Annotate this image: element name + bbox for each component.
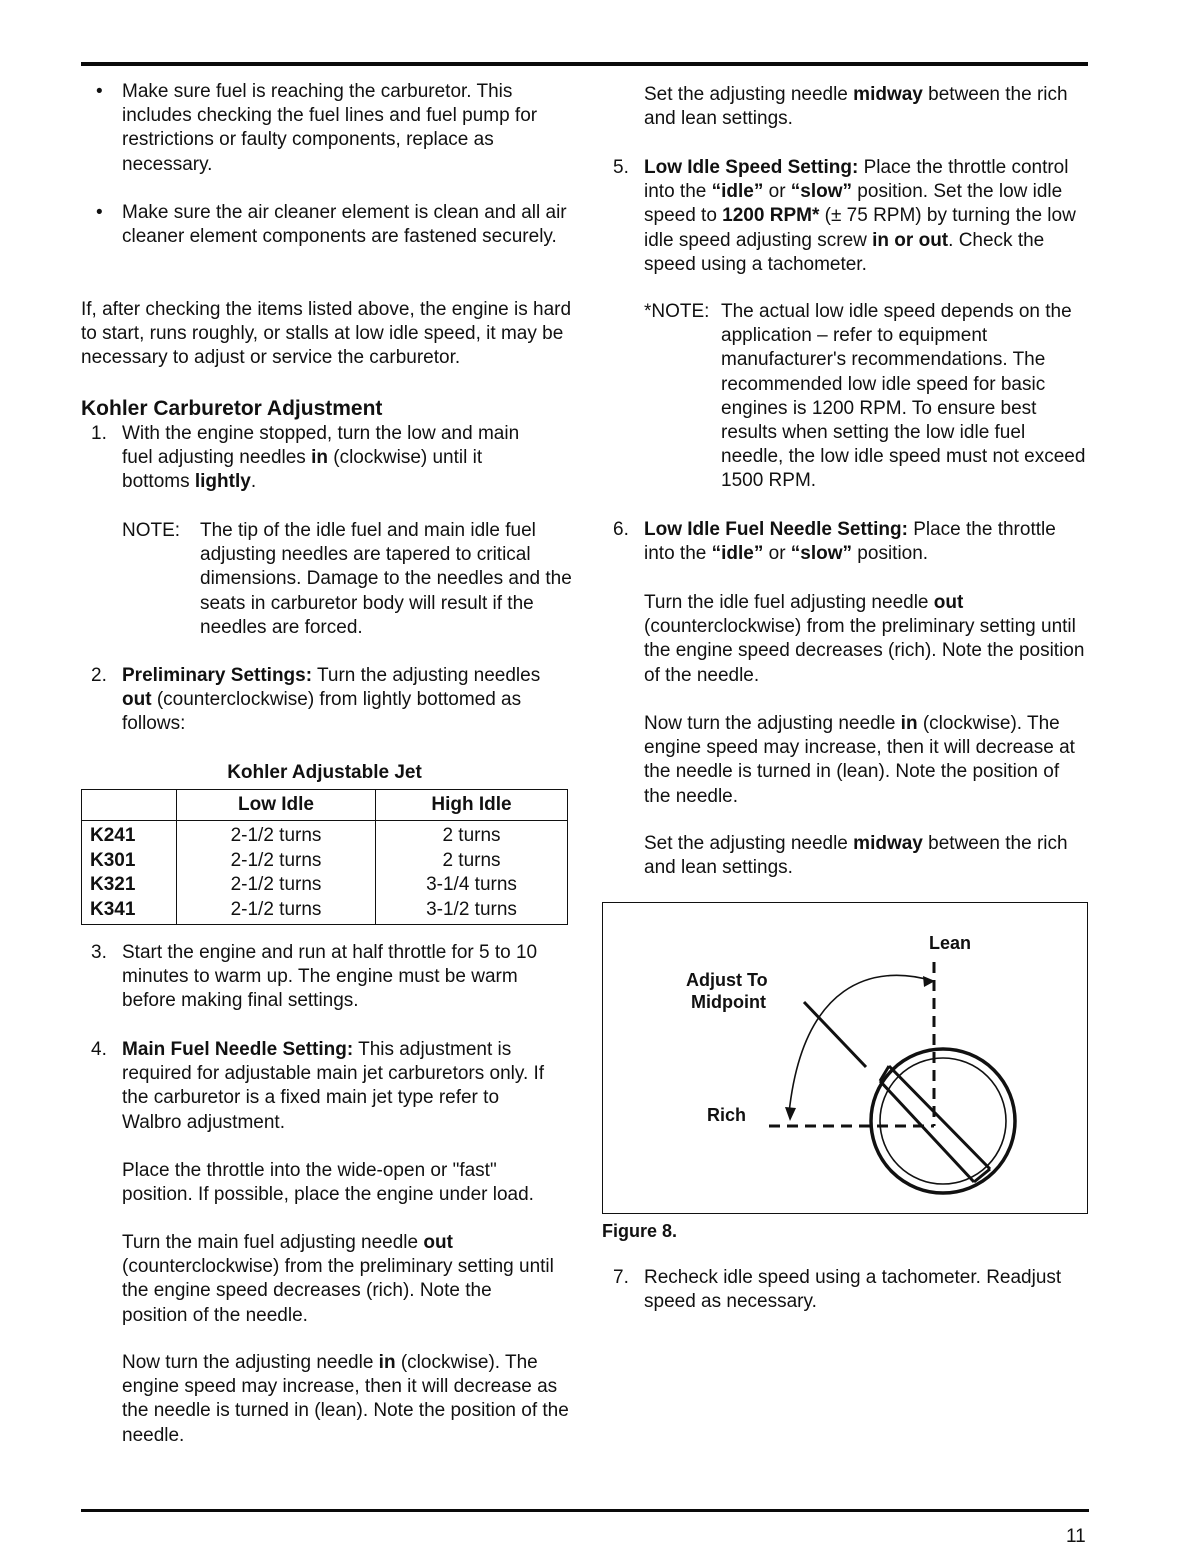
step-text: Main Fuel Needle Setting: This adjustment is required for adjustable main jet carburetors only. If the carburetor is a fixed main jet type refer to Walbro adjustment. [122,1039,545,1133]
table-header-row [82,790,568,821]
table-row [82,849,568,874]
step-text: Low Idle Fuel Needle Setting: Place the throttle into the “idle” or “slow” position. [644,519,1056,565]
note-label: *NOTE: [644,301,710,322]
step-number: 2. [91,665,107,686]
step-number: 1. [91,423,107,444]
lean-label: Lean [929,933,972,953]
needle-adjust-diagram [603,903,1089,1215]
note-text: The actual low idle speed depends on the application – refer to equipment manufacturer's recommendations. The recommended low idle speed for basic engines is 1200 RPM. To ensure best results when setting the low idle fuel needle, the low idle speed must not exceed 1500 RPM. [721,301,1086,492]
table-caption: Kohler Adjustable Jet [227,762,422,783]
step-number: 7. [613,1267,629,1288]
bottom-rule [81,1509,1089,1512]
figure-caption: Figure 8. [602,1221,678,1241]
bullet-text: Make sure the air cleaner element is clean and all air cleaner element components are fastened securely. [122,202,567,248]
table-cell: 3-1/2 turns [426,898,517,920]
figure-8 [602,902,1088,1214]
adjustable-jet-table [81,789,568,925]
adjust-label-line2: Midpoint [691,992,766,1012]
screw-slot-edge [889,1066,990,1169]
step-text: Start the engine and run at half throttle for 5 to 10 minutes to warm up. The engine must be warm before making final settings. [122,942,538,1012]
table-row [82,898,568,925]
top-rule [81,62,1088,66]
step-number: 4. [91,1039,107,1060]
table-cell: 2 turns [442,825,501,846]
table-cell: 2-1/2 turns [177,849,376,874]
step-number: 6. [613,519,629,540]
table-cell: 2 turns [442,849,501,871]
table-header: Low Idle [177,790,376,821]
table-cell: 2-1/2 turns [177,898,376,925]
table-cell: K301 [82,849,177,874]
bullet-icon: • [96,81,103,102]
step-4-paragraph: Place the throttle into the wide-open or "fast" position. If possible, place the engine under load. [122,1160,534,1206]
screw-slot-edge [880,1081,974,1182]
adjust-label-line1: Adjust To [686,970,768,990]
section-heading: Kohler Carburetor Adjustment [81,397,383,420]
bullet-icon: • [96,202,103,223]
table-cell: K241 [82,821,177,849]
table-cell: 3-1/4 turns [426,874,517,896]
continued-paragraph: Set the adjusting needle midway between the rich and lean settings. [644,84,1068,130]
adjust-arc [789,975,933,1113]
table-row [82,873,568,898]
table-header [82,790,177,821]
table-cell: K341 [82,898,177,925]
page-number: 11 [1066,1526,1086,1547]
arrow-head-rich-icon [785,1107,796,1121]
rich-label: Rich [707,1105,747,1125]
table-header: High Idle [431,793,512,815]
table-cell: 2-1/2 turns [177,821,376,849]
step-text: Preliminary Settings: Turn the adjusting needles out (counterclockwise) from lightly bottomed as follows: [122,665,541,735]
step-number: 5. [613,157,629,178]
bullet-text: Make sure fuel is reaching the carburetor. This includes checking the fuel lines and fuel pump for restrictions or faulty components, replace as necessary. [122,81,538,175]
table-cell: 2-1/2 turns [177,873,376,898]
step-6-paragraph: Set the adjusting needle midway between the rich and lean settings. [644,833,1068,879]
step-4-paragraph: Now turn the adjusting needle in (clockwise). The engine speed may increase, then it will decrease as the needle is turned in (lean). Note the position of the needle. [122,1352,569,1446]
note-label: NOTE: [122,520,181,541]
step-4-paragraph: Turn the main fuel adjusting needle out (counterclockwise) from the preliminary setting until the engine speed decreases (rich). Note the position of the needle. [122,1232,554,1326]
step-number: 3. [91,942,107,963]
step-6-paragraph: Turn the idle fuel adjusting needle out (counterclockwise) from the preliminary setting until the engine speed decreases (rich). Note the position of the needle. [644,592,1085,686]
step-text: Recheck idle speed using a tachometer. Readjust speed as necessary. [644,1267,1062,1313]
step-text: Low Idle Speed Setting: Place the throttle control into the “idle” or “slow” position. Set the low idle speed to 1200 RPM* (± 75 RPM) by turning the low idle speed adjusting screw in or out. Check the speed using a tachometer. [644,157,1076,275]
table-cell: K321 [82,873,177,898]
midpoint-pointer [804,1002,866,1067]
table-row [82,821,568,849]
step-6-paragraph: Now turn the adjusting needle in (clockwise). The engine speed may increase, then it will decrease at the needle is turned in (lean). Note the position of the needle. [644,713,1075,807]
step-text: With the engine stopped, turn the low and main fuel adjusting needles in (clockwise) until it bottoms lightly. [122,423,520,493]
note-text: The tip of the idle fuel and main idle fuel adjusting needles are tapered to critical dimensions. Damage to the needles and the seats in carburetor body will result if the needles are forced. [200,520,572,638]
intro-paragraph: If, after checking the items listed above, the engine is hard to start, runs roughly, or stalls at low idle speed, it may be necessary to adjust or service the carburetor. [81,299,572,369]
